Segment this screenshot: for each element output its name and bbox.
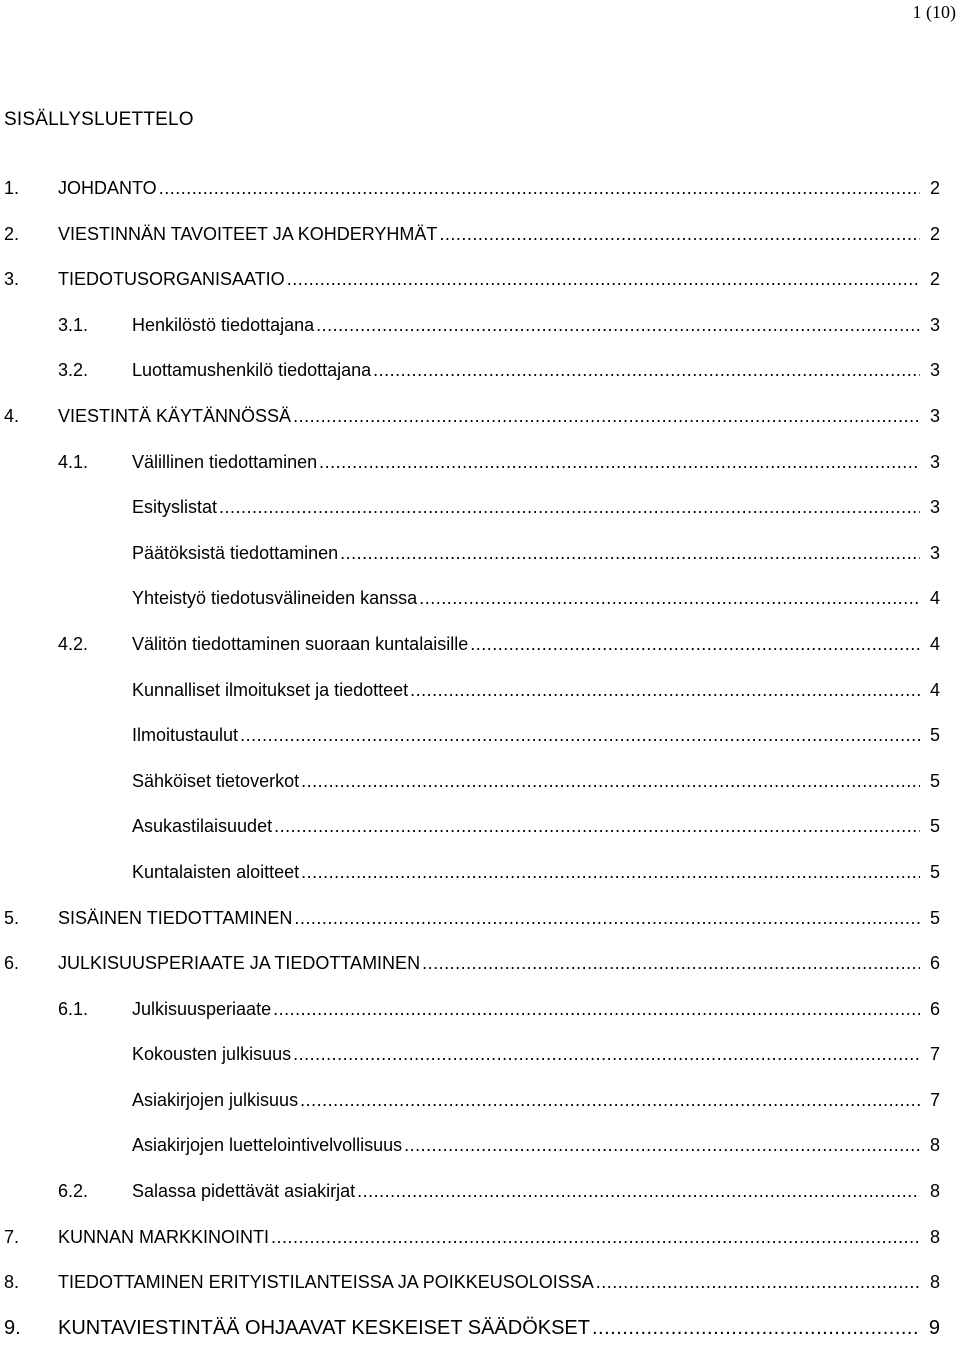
- toc-entry[interactable]: [0, 450, 960, 496]
- toc-entry-page: 3: [929, 542, 940, 563]
- toc-dot-leader: [410, 678, 920, 702]
- toc-entry[interactable]: [0, 1316, 960, 1361]
- toc-entry-title: Esityslistat: [132, 497, 218, 518]
- toc-dot-leader: [357, 1179, 920, 1203]
- toc-dot-leader: [240, 723, 920, 747]
- toc-entry-page: 2: [929, 223, 940, 244]
- toc-entry-page: 5: [929, 770, 940, 791]
- toc-entry-page: 2: [929, 178, 940, 198]
- toc-entry-title: JOHDANTO: [58, 178, 157, 198]
- toc-entry-title: Henkilöstö tiedottajana: [132, 314, 315, 335]
- toc-entry-page: 7: [929, 1089, 940, 1110]
- toc-entry-page: 6: [929, 953, 940, 974]
- toc-entry-title: Ilmoitustaulut: [132, 725, 239, 746]
- toc-entry-title: Päätöksistä tiedottaminen: [132, 542, 339, 563]
- toc-entry[interactable]: [0, 1088, 960, 1134]
- toc-entry[interactable]: [0, 1179, 960, 1225]
- toc-entry-number: 7.: [4, 1226, 20, 1247]
- toc-entry-title: Salassa pidettävät asiakirjat: [132, 1181, 356, 1202]
- toc-entry-title: TIEDOTUSORGANISAATIO: [58, 269, 285, 290]
- toc-entry[interactable]: [0, 997, 960, 1043]
- toc-entry[interactable]: [0, 678, 960, 724]
- toc-entry-title: JULKISUUSPERIAATE JA TIEDOTTAMINEN: [58, 953, 421, 974]
- toc-entry[interactable]: [0, 586, 960, 632]
- toc-entry[interactable]: [0, 769, 960, 815]
- toc-dot-leader: [319, 450, 920, 474]
- toc-entry[interactable]: [0, 951, 960, 997]
- toc-entry[interactable]: [0, 267, 960, 313]
- toc-entry-page: 8: [929, 1272, 940, 1293]
- toc-entry[interactable]: [0, 860, 960, 906]
- toc-dot-leader: [219, 495, 920, 519]
- toc-entry-page: 8: [929, 1226, 940, 1247]
- toc-entry-page: 4: [929, 588, 940, 609]
- toc-entry-page: 5: [929, 861, 940, 882]
- toc-entry-page: 5: [929, 725, 940, 746]
- toc-dot-leader: [294, 906, 920, 930]
- toc-entry[interactable]: [0, 495, 960, 541]
- toc-entry-title: Asukastilaisuudet: [132, 816, 273, 837]
- toc-entry-number: 3.2.: [58, 360, 89, 381]
- toc-dot-leader: [592, 1316, 920, 1340]
- toc-entry-title: Sähköiset tietoverkot: [132, 770, 300, 791]
- toc-dot-leader: [470, 632, 920, 656]
- toc-entry-number: 3.: [4, 269, 20, 290]
- toc-entry[interactable]: [0, 1270, 960, 1316]
- toc-entry-title: TIEDOTTAMINEN ERITYISTILANTEISSA JA POIKKEUSOLOISSA: [58, 1272, 594, 1293]
- toc-entry-number: 4.1.: [58, 451, 89, 472]
- toc-dot-leader: [293, 1042, 920, 1066]
- toc-dot-leader: [159, 176, 920, 200]
- toc-entry-page: 6: [929, 998, 940, 1019]
- toc-entry-page: 3: [929, 405, 940, 426]
- toc-entry-number: 4.2.: [58, 633, 89, 654]
- toc-entry-title: Kunnalliset ilmoitukset ja tiedotteet: [132, 679, 409, 700]
- toc-entry-number: 1.: [4, 178, 20, 198]
- toc-entry[interactable]: [0, 358, 960, 404]
- toc-dot-leader: [287, 267, 920, 291]
- toc-dot-leader: [404, 1133, 920, 1157]
- toc-entry-number: 5.: [4, 907, 20, 928]
- page-number: 1 (10): [912, 2, 956, 22]
- toc-entry-title: VIESTINTÄ KÄYTÄNNÖSSÄ: [58, 405, 292, 426]
- toc-dot-leader: [373, 358, 920, 382]
- toc-entry-page: 5: [929, 907, 940, 928]
- toc-entry[interactable]: [0, 723, 960, 769]
- toc-entry-page: 7: [929, 1044, 940, 1065]
- toc-dot-leader: [316, 313, 920, 337]
- toc-entry-title: Välitön tiedottaminen suoraan kuntalaisille: [132, 633, 469, 654]
- toc-dot-leader: [273, 997, 920, 1021]
- toc-entry[interactable]: [0, 1133, 960, 1179]
- toc-dot-leader: [422, 951, 920, 975]
- toc-dot-leader: [271, 1225, 920, 1249]
- toc-entry[interactable]: [0, 632, 960, 678]
- toc-entry-title: Kokousten julkisuus: [132, 1044, 292, 1065]
- toc-entry[interactable]: [0, 541, 960, 587]
- toc-entry-title: Asiakirjojen julkisuus: [132, 1089, 299, 1110]
- toc-dot-leader: [301, 860, 920, 884]
- toc-entry-page: 2: [929, 269, 940, 290]
- toc-entry-title: KUNTAVIESTINTÄÄ OHJAAVAT KESKEISET SÄÄDÖKSET: [58, 1316, 590, 1339]
- toc-title: SISÄLLYSLUETTELO: [4, 109, 194, 130]
- toc-dot-leader: [596, 1270, 920, 1294]
- toc-entry-number: 8.: [4, 1272, 20, 1293]
- toc-entry-number: 2.: [4, 223, 20, 244]
- toc-entry-title: Asiakirjojen luettelointivelvollisuus: [132, 1135, 403, 1156]
- toc-entry-number: 6.1.: [58, 998, 89, 1019]
- toc-dot-leader: [300, 1088, 920, 1112]
- toc-entry-title: KUNNAN MARKKINOINTI: [58, 1226, 270, 1247]
- toc-dot-leader: [301, 769, 920, 793]
- toc-dot-leader: [274, 814, 920, 838]
- toc-entry-title: Yhteistyö tiedotusvälineiden kanssa: [132, 588, 418, 609]
- toc-entry[interactable]: [0, 1042, 960, 1088]
- toc-entry[interactable]: [0, 814, 960, 860]
- toc-entry-page: 8: [929, 1135, 940, 1156]
- toc-entry-page: 4: [929, 679, 940, 700]
- toc-dot-leader: [293, 404, 920, 428]
- toc-entry[interactable]: [0, 313, 960, 359]
- toc-entry-title: SISÄINEN TIEDOTTAMINEN: [58, 907, 293, 928]
- toc-entry-title: VIESTINNÄN TAVOITEET JA KOHDERYHMÄT: [58, 223, 438, 244]
- toc-entry[interactable]: [0, 404, 960, 450]
- toc-entry[interactable]: [0, 906, 960, 952]
- toc-entry-number: 3.1.: [58, 314, 89, 335]
- toc-entry[interactable]: [0, 222, 960, 268]
- table-of-contents: [0, 176, 960, 1361]
- toc-entry-title: Välillinen tiedottaminen: [132, 451, 318, 472]
- toc-entry-number: 6.: [4, 953, 20, 974]
- toc-entry-number: 4.: [4, 405, 20, 426]
- toc-entry-page: 3: [929, 314, 940, 335]
- toc-dot-leader: [419, 586, 920, 610]
- toc-entry-number: 6.2.: [58, 1181, 89, 1202]
- toc-entry[interactable]: [0, 1225, 960, 1271]
- toc-entry-number: 9.: [4, 1316, 21, 1339]
- toc-entry-page: 5: [929, 816, 940, 837]
- toc-entry-page: 3: [929, 497, 940, 518]
- toc-entry-title: Julkisuusperiaate: [132, 998, 272, 1019]
- toc-entry[interactable]: [0, 176, 960, 222]
- toc-entry-page: 9: [928, 1316, 940, 1339]
- toc-entry-page: 8: [929, 1181, 940, 1202]
- toc-entry-page: 3: [929, 451, 940, 472]
- toc-entry-page: 3: [929, 360, 940, 381]
- toc-entry-title: Kuntalaisten aloitteet: [132, 861, 300, 882]
- toc-entry-page: 4: [929, 633, 940, 654]
- toc-entry-title: Luottamushenkilö tiedottajana: [132, 360, 372, 381]
- toc-dot-leader: [340, 541, 920, 565]
- toc-dot-leader: [439, 222, 920, 246]
